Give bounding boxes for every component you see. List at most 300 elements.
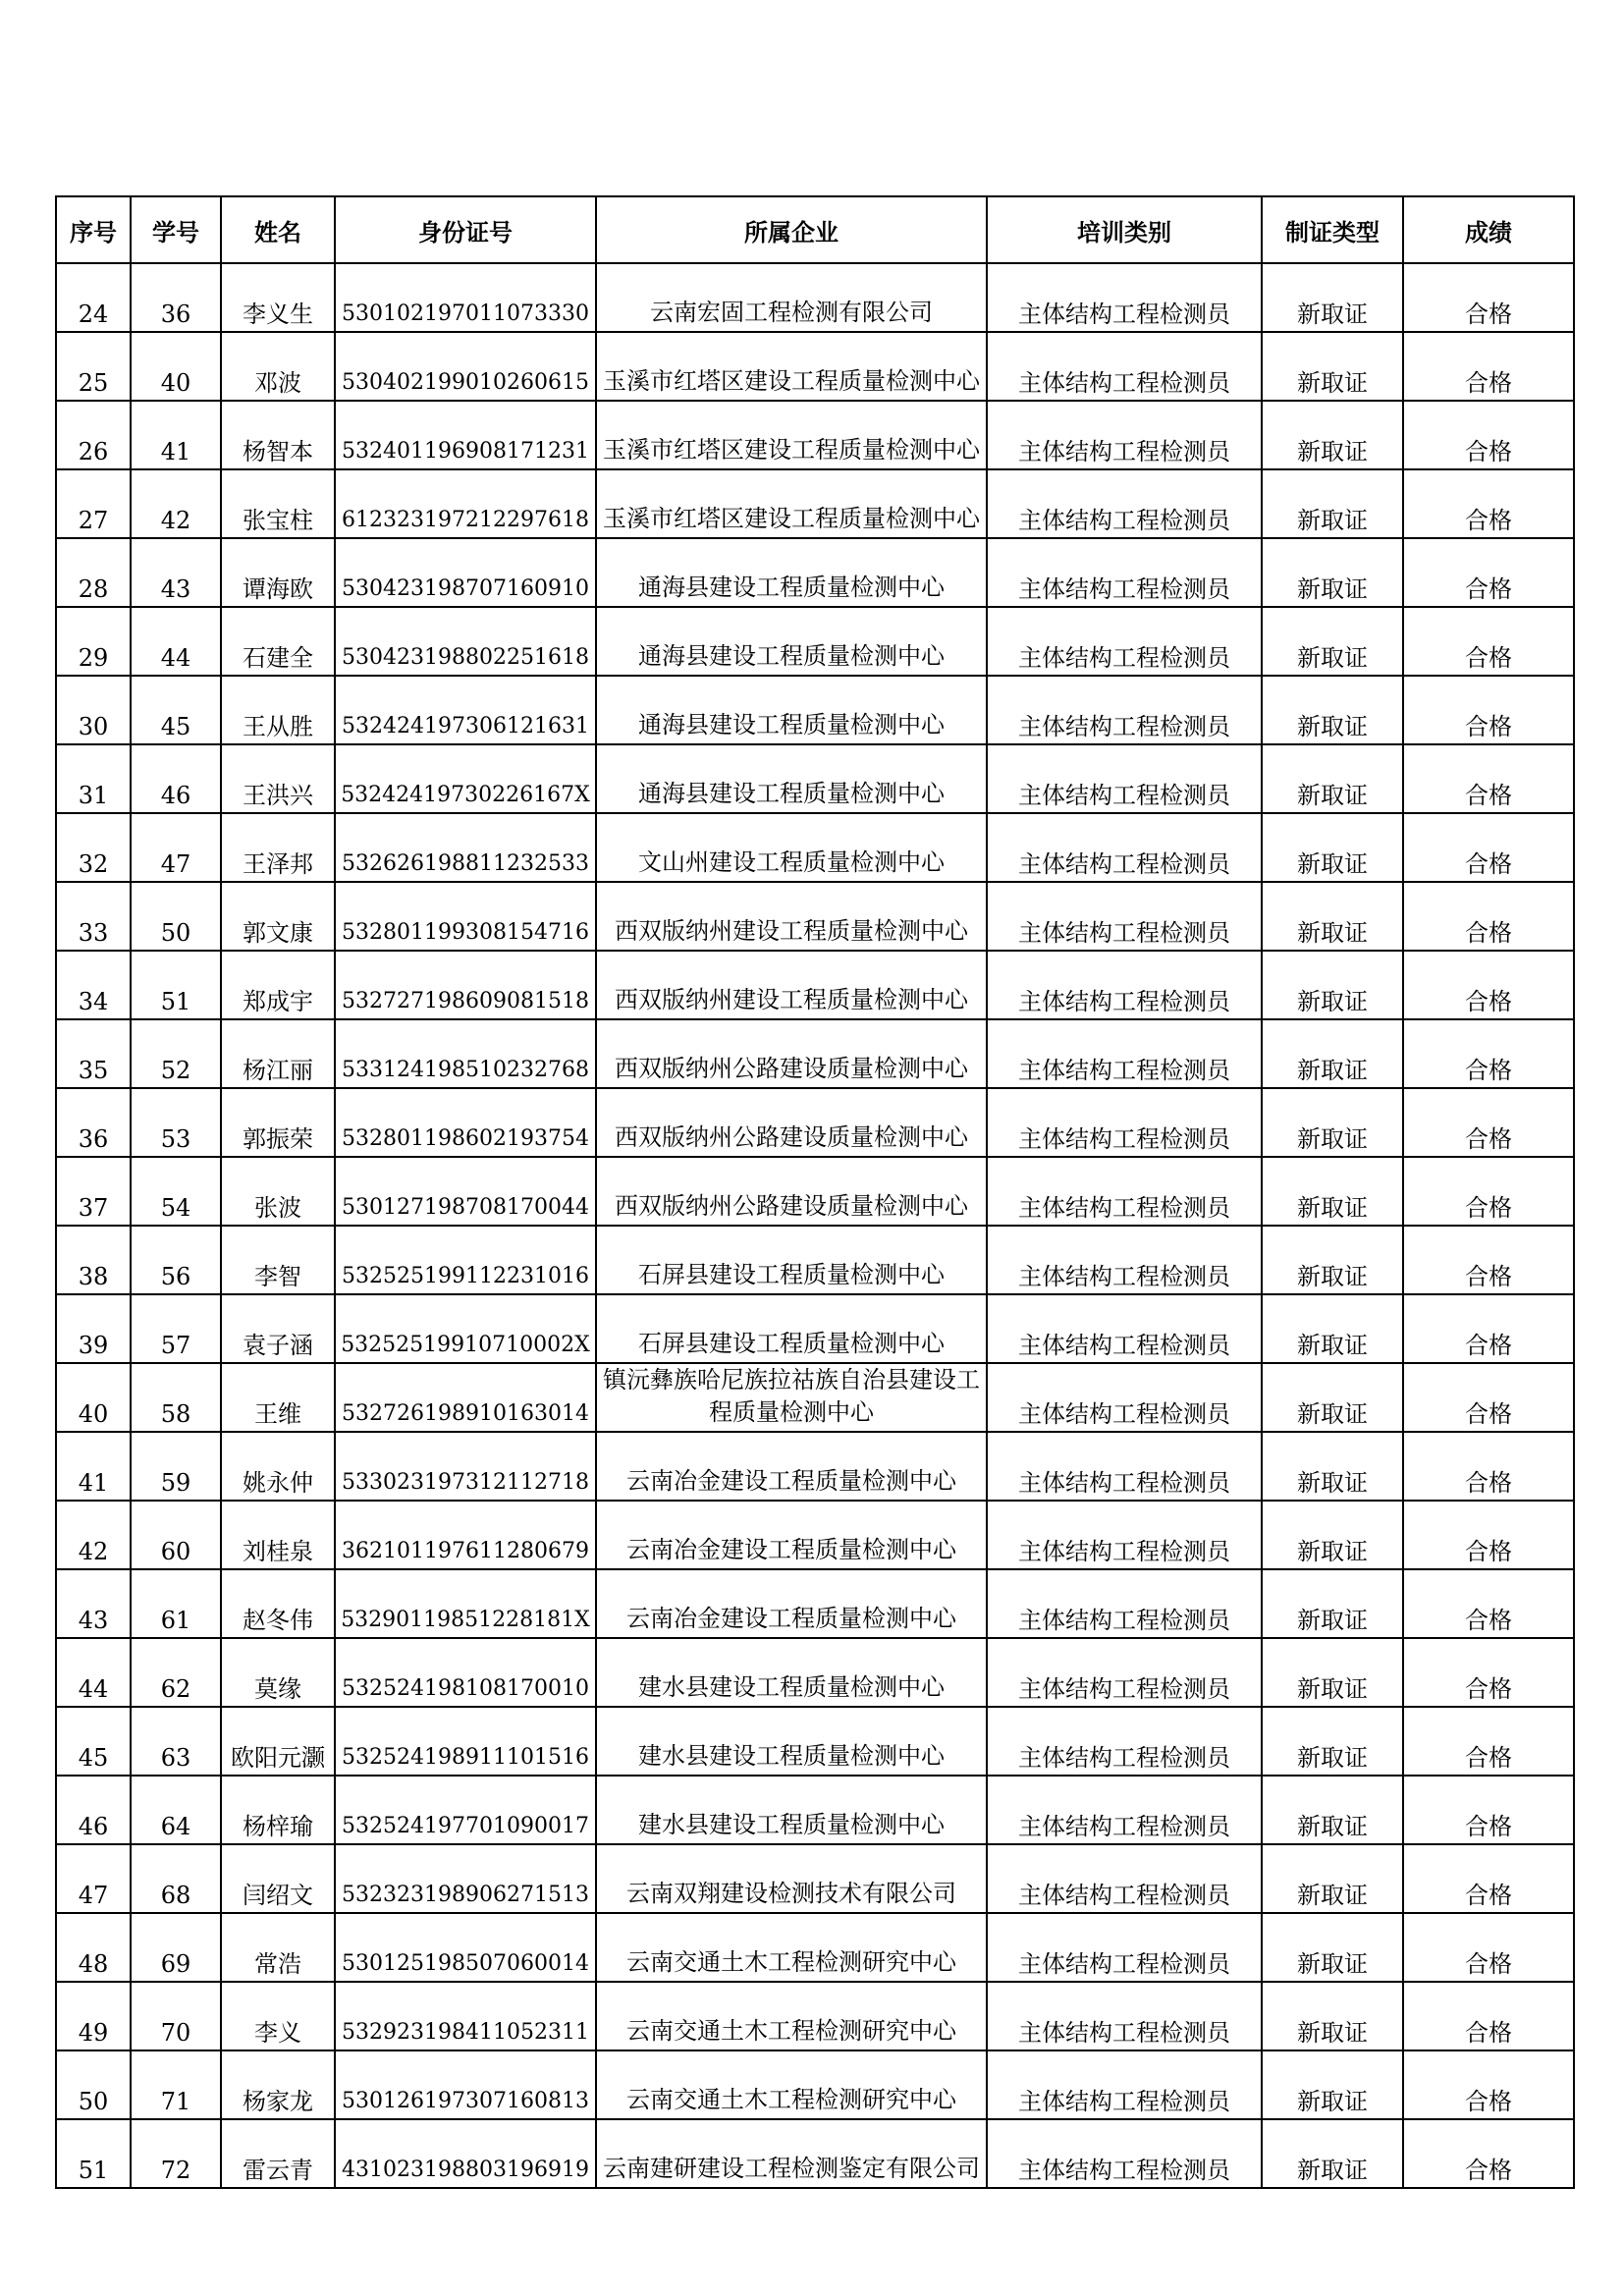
cell-student-no: 52 [131,1019,221,1088]
cell-company [596,1913,987,1982]
cell-company [596,1432,987,1501]
cell-id-number [335,538,596,607]
cell-company [596,1569,987,1638]
header-training-category: 培训类别 [987,196,1262,263]
company-text: 石屏县建设工程质量检测中心 [638,1330,945,1357]
company-text: 云南宏固工程检测有限公司 [650,299,933,326]
table-row [56,263,1574,332]
cell-company [596,1638,987,1707]
cell-name: 杨梓瑜 [221,1776,335,1844]
cell-result: 合格 [1403,1019,1574,1088]
cell-company [596,332,987,401]
cell-company [596,882,987,951]
cell-result: 合格 [1403,1157,1574,1226]
cell-result: 合格 [1403,676,1574,744]
cell-cert-type: 新取证 [1262,607,1403,676]
company-text: 云南双翔建设检测技术有限公司 [626,1880,956,1907]
cell-seq: 44 [56,1638,131,1707]
company-text: 云南冶金建设工程质量检测中心 [626,1536,956,1563]
cell-training-category: 主体结构工程检测员 [987,607,1262,676]
cell-name: 郭振荣 [221,1088,335,1157]
cell-training-category: 主体结构工程检测员 [987,1363,1262,1432]
cell-student-no: 56 [131,1226,221,1294]
cell-result: 合格 [1403,1501,1574,1569]
cell-company [596,1844,987,1913]
cell-name: 欧阳元灏 [221,1707,335,1776]
table-row [56,1707,1574,1776]
cell-id-number [335,1157,596,1226]
cell-student-no: 42 [131,469,221,538]
table-row [56,1019,1574,1088]
cell-company [596,1088,987,1157]
company-text: 云南建研建设工程检测鉴定有限公司 [603,2155,980,2182]
table-row [56,1776,1574,1844]
cell-name: 郑成宇 [221,951,335,1019]
table-row [56,401,1574,469]
table-row [56,813,1574,882]
company-text: 云南交通土木工程检测研究中心 [626,1948,956,1976]
cell-seq: 38 [56,1226,131,1294]
cell-training-category: 主体结构工程检测员 [987,1913,1262,1982]
id-number-text: 53242419730226167X [341,783,590,807]
cell-training-category: 主体结构工程检测员 [987,1501,1262,1569]
cell-seq: 46 [56,1776,131,1844]
cell-result: 合格 [1403,538,1574,607]
cell-student-no: 70 [131,1982,221,2050]
cell-id-number [335,1776,596,1844]
cell-seq: 50 [56,2050,131,2119]
cell-training-category: 主体结构工程检测员 [987,744,1262,813]
header-seq: 序号 [56,196,131,263]
cell-seq: 36 [56,1088,131,1157]
cell-id-number [335,1707,596,1776]
cell-training-category: 主体结构工程检测员 [987,1226,1262,1294]
company-text: 通海县建设工程质量检测中心 [638,780,945,807]
cell-student-no: 54 [131,1157,221,1226]
table-row [56,676,1574,744]
cell-student-no: 45 [131,676,221,744]
cell-student-no: 64 [131,1776,221,1844]
header-company: 所属企业 [596,196,987,263]
cell-name: 李智 [221,1226,335,1294]
company-text: 建水县建设工程质量检测中心 [638,1811,945,1838]
cell-name: 杨家龙 [221,2050,335,2119]
cell-result: 合格 [1403,332,1574,401]
id-number-text: 612323197212297618 [342,508,589,532]
cell-result: 合格 [1403,951,1574,1019]
cell-company [596,676,987,744]
cell-company [596,2050,987,2119]
trainee-results-table-container [55,195,1573,2189]
cell-cert-type: 新取证 [1262,1707,1403,1776]
cell-name: 李义生 [221,263,335,332]
id-number-text: 533023197312112718 [342,1470,589,1495]
cell-seq: 40 [56,1363,131,1432]
cell-result: 合格 [1403,1707,1574,1776]
table-row [56,1432,1574,1501]
id-number-text: 532726198910163014 [342,1401,589,1426]
cell-result: 合格 [1403,1088,1574,1157]
company-text: 玉溪市红塔区建设工程质量检测中心 [603,367,980,395]
cell-seq: 28 [56,538,131,607]
header-row [56,196,1574,263]
cell-company [596,607,987,676]
cell-result: 合格 [1403,882,1574,951]
cell-result: 合格 [1403,813,1574,882]
company-text: 镇沅彝族哈尼族拉祜族自治县建设工程质量检测中心 [603,1366,980,1426]
table-row [56,332,1574,401]
cell-company [596,1501,987,1569]
cell-seq: 49 [56,1982,131,2050]
cell-name: 张波 [221,1157,335,1226]
cell-training-category: 主体结构工程检测员 [987,1432,1262,1501]
cell-name: 邓波 [221,332,335,401]
cell-result: 合格 [1403,1226,1574,1294]
cell-cert-type: 新取证 [1262,1432,1403,1501]
cell-seq: 35 [56,1019,131,1088]
cell-student-no: 41 [131,401,221,469]
id-number-text: 532801199308154716 [342,920,589,945]
cell-company [596,1019,987,1088]
company-text: 建水县建设工程质量检测中心 [638,1673,945,1701]
cell-name: 刘桂泉 [221,1501,335,1569]
cell-name: 姚永仲 [221,1432,335,1501]
cell-cert-type: 新取证 [1262,2050,1403,2119]
cell-company [596,469,987,538]
cell-seq: 42 [56,1501,131,1569]
cell-cert-type: 新取证 [1262,1019,1403,1088]
table-row [56,1913,1574,1982]
cell-id-number [335,1982,596,2050]
cell-seq: 31 [56,744,131,813]
cell-result: 合格 [1403,1776,1574,1844]
id-number-text: 530423198707160910 [342,576,589,601]
table-row [56,1569,1574,1638]
cell-cert-type: 新取证 [1262,951,1403,1019]
cell-student-no: 58 [131,1363,221,1432]
cell-training-category: 主体结构工程检测员 [987,2119,1262,2188]
cell-name: 王泽邦 [221,813,335,882]
cell-student-no: 71 [131,2050,221,2119]
id-number-text: 53290119851228181X [341,1608,590,1632]
cell-id-number [335,1019,596,1088]
cell-cert-type: 新取证 [1262,469,1403,538]
cell-id-number [335,2050,596,2119]
cell-student-no: 72 [131,2119,221,2188]
table-row [56,1982,1574,2050]
cell-company [596,1707,987,1776]
cell-student-no: 51 [131,951,221,1019]
trainee-results-table [55,195,1575,2189]
cell-id-number [335,332,596,401]
cell-id-number [335,1913,596,1982]
cell-student-no: 43 [131,538,221,607]
company-text: 云南冶金建设工程质量检测中心 [626,1605,956,1632]
cell-name: 王从胜 [221,676,335,744]
cell-result: 合格 [1403,469,1574,538]
id-number-text: 532524197701090017 [342,1814,589,1838]
cell-training-category: 主体结构工程检测员 [987,401,1262,469]
table-header [56,196,1574,263]
cell-cert-type: 新取证 [1262,1638,1403,1707]
cell-cert-type: 新取证 [1262,1913,1403,1982]
cell-cert-type: 新取证 [1262,1501,1403,1569]
cell-result: 合格 [1403,2119,1574,2188]
id-number-text: 362101197611280679 [342,1539,589,1563]
company-text: 西双版纳州公路建设质量检测中心 [615,1192,968,1220]
cell-cert-type: 新取证 [1262,1844,1403,1913]
company-text: 通海县建设工程质量检测中心 [638,711,945,738]
cell-training-category: 主体结构工程检测员 [987,813,1262,882]
cell-cert-type: 新取证 [1262,332,1403,401]
company-text: 西双版纳州公路建设质量检测中心 [615,1055,968,1082]
cell-id-number [335,813,596,882]
cell-company [596,263,987,332]
cell-company [596,813,987,882]
cell-name: 常浩 [221,1913,335,1982]
company-text: 建水县建设工程质量检测中心 [638,1742,945,1770]
cell-name: 李义 [221,1982,335,2050]
table-row [56,2050,1574,2119]
cell-training-category: 主体结构工程检测员 [987,1088,1262,1157]
cell-id-number [335,1363,596,1432]
cell-seq: 30 [56,676,131,744]
cell-cert-type: 新取证 [1262,1157,1403,1226]
cell-training-category: 主体结构工程检测员 [987,1294,1262,1363]
table-row [56,1638,1574,1707]
cell-company [596,2119,987,2188]
cell-student-no: 63 [131,1707,221,1776]
cell-result: 合格 [1403,1913,1574,1982]
company-text: 云南冶金建设工程质量检测中心 [626,1467,956,1495]
cell-seq: 25 [56,332,131,401]
cell-company [596,744,987,813]
cell-seq: 24 [56,263,131,332]
company-text: 通海县建设工程质量检测中心 [638,642,945,670]
cell-training-category: 主体结构工程检测员 [987,1776,1262,1844]
cell-name: 赵冬伟 [221,1569,335,1638]
cell-training-category: 主体结构工程检测员 [987,469,1262,538]
cell-student-no: 46 [131,744,221,813]
id-number-text: 533124198510232768 [342,1058,589,1082]
cell-student-no: 62 [131,1638,221,1707]
cell-seq: 47 [56,1844,131,1913]
company-text: 西双版纳州建设工程质量检测中心 [615,917,968,945]
cell-name: 张宝柱 [221,469,335,538]
cell-company [596,538,987,607]
cell-student-no: 47 [131,813,221,882]
cell-training-category: 主体结构工程检测员 [987,263,1262,332]
cell-seq: 48 [56,1913,131,1982]
cell-id-number [335,1088,596,1157]
cell-cert-type: 新取证 [1262,1776,1403,1844]
table-row [56,1844,1574,1913]
cell-company [596,1294,987,1363]
cell-name: 莫缘 [221,1638,335,1707]
cell-company [596,1363,987,1432]
id-number-text: 532401196908171231 [342,439,589,464]
id-number-text: 532524198911101516 [342,1745,589,1770]
header-cert-type: 制证类型 [1262,196,1403,263]
cell-training-category: 主体结构工程检测员 [987,1019,1262,1088]
cell-id-number [335,1294,596,1363]
company-text: 文山州建设工程质量检测中心 [638,848,945,876]
cell-training-category: 主体结构工程检测员 [987,1569,1262,1638]
id-number-text: 530125198507060014 [342,1951,589,1976]
cell-id-number [335,882,596,951]
cell-result: 合格 [1403,1982,1574,2050]
cell-name: 王维 [221,1363,335,1432]
id-number-text: 532923198411052311 [342,2020,589,2045]
cell-seq: 34 [56,951,131,1019]
cell-name: 郭文康 [221,882,335,951]
cell-cert-type: 新取证 [1262,813,1403,882]
cell-id-number [335,1226,596,1294]
cell-seq: 43 [56,1569,131,1638]
id-number-text: 431023198803196919 [342,2158,589,2182]
cell-seq: 51 [56,2119,131,2188]
cell-cert-type: 新取证 [1262,1088,1403,1157]
table-row [56,1157,1574,1226]
cell-id-number [335,1501,596,1569]
cell-result: 合格 [1403,1638,1574,1707]
cell-cert-type: 新取证 [1262,263,1403,332]
cell-company [596,1982,987,2050]
cell-id-number [335,1569,596,1638]
cell-training-category: 主体结构工程检测员 [987,538,1262,607]
company-text: 石屏县建设工程质量检测中心 [638,1261,945,1288]
cell-seq: 32 [56,813,131,882]
header-result: 成绩 [1403,196,1574,263]
cell-seq: 27 [56,469,131,538]
cell-training-category: 主体结构工程检测员 [987,676,1262,744]
cell-training-category: 主体结构工程检测员 [987,1157,1262,1226]
cell-id-number [335,401,596,469]
cell-id-number [335,2119,596,2188]
cell-student-no: 61 [131,1569,221,1638]
cell-student-no: 57 [131,1294,221,1363]
id-number-text: 532524198108170010 [342,1676,589,1701]
id-number-text: 532525199112231016 [342,1264,589,1288]
company-text: 云南交通土木工程检测研究中心 [626,2017,956,2045]
cell-result: 合格 [1403,2050,1574,2119]
cell-student-no: 60 [131,1501,221,1569]
cell-student-no: 36 [131,263,221,332]
cell-training-category: 主体结构工程检测员 [987,1707,1262,1776]
cell-cert-type: 新取证 [1262,538,1403,607]
cell-company [596,1776,987,1844]
cell-name: 王洪兴 [221,744,335,813]
id-number-text: 530423198802251618 [342,645,589,670]
cell-cert-type: 新取证 [1262,1294,1403,1363]
cell-cert-type: 新取证 [1262,882,1403,951]
company-text: 玉溪市红塔区建设工程质量检测中心 [603,436,980,464]
cell-training-category: 主体结构工程检测员 [987,1982,1262,2050]
cell-training-category: 主体结构工程检测员 [987,332,1262,401]
cell-training-category: 主体结构工程检测员 [987,1638,1262,1707]
cell-company [596,1226,987,1294]
cell-cert-type: 新取证 [1262,676,1403,744]
cell-name: 雷云青 [221,2119,335,2188]
table-row [56,1226,1574,1294]
cell-name: 石建全 [221,607,335,676]
cell-result: 合格 [1403,1294,1574,1363]
id-number-text: 532424197306121631 [342,714,589,738]
id-number-text: 53252519910710002X [341,1333,590,1357]
cell-name: 杨江丽 [221,1019,335,1088]
cell-student-no: 69 [131,1913,221,1982]
cell-training-category: 主体结构工程检测员 [987,1844,1262,1913]
cell-seq: 37 [56,1157,131,1226]
cell-cert-type: 新取证 [1262,1982,1403,2050]
cell-result: 合格 [1403,263,1574,332]
id-number-text: 532727198609081518 [342,989,589,1013]
table-row [56,951,1574,1019]
header-name: 姓名 [221,196,335,263]
cell-company [596,401,987,469]
cell-training-category: 主体结构工程检测员 [987,882,1262,951]
cell-seq: 26 [56,401,131,469]
cell-student-no: 44 [131,607,221,676]
table-row [56,1088,1574,1157]
cell-id-number [335,951,596,1019]
cell-training-category: 主体结构工程检测员 [987,2050,1262,2119]
table-row [56,744,1574,813]
cell-cert-type: 新取证 [1262,1226,1403,1294]
cell-student-no: 40 [131,332,221,401]
cell-company [596,1157,987,1226]
cell-seq: 33 [56,882,131,951]
cell-id-number [335,1432,596,1501]
company-text: 通海县建设工程质量检测中心 [638,574,945,601]
id-number-text: 532323198906271513 [342,1883,589,1907]
id-number-text: 532801198602193754 [342,1126,589,1151]
header-student-no: 学号 [131,196,221,263]
table-row [56,1294,1574,1363]
table-row [56,882,1574,951]
company-text: 西双版纳州建设工程质量检测中心 [615,986,968,1013]
table-row [56,469,1574,538]
table-row [56,538,1574,607]
company-text: 西双版纳州公路建设质量检测中心 [615,1123,968,1151]
cell-id-number [335,676,596,744]
table-row [56,2119,1574,2188]
cell-cert-type: 新取证 [1262,1569,1403,1638]
table-row [56,607,1574,676]
table-body [56,263,1574,2188]
cell-id-number [335,744,596,813]
cell-result: 合格 [1403,1363,1574,1432]
cell-student-no: 59 [131,1432,221,1501]
cell-result: 合格 [1403,1432,1574,1501]
cell-id-number [335,263,596,332]
cell-result: 合格 [1403,607,1574,676]
cell-student-no: 50 [131,882,221,951]
cell-seq: 41 [56,1432,131,1501]
table-row [56,1501,1574,1569]
cell-name: 袁子涵 [221,1294,335,1363]
cell-training-category: 主体结构工程检测员 [987,951,1262,1019]
header-id-number: 身份证号 [335,196,596,263]
cell-id-number [335,607,596,676]
id-number-text: 530402199010260615 [342,370,589,395]
cell-id-number [335,469,596,538]
cell-cert-type: 新取证 [1262,744,1403,813]
cell-student-no: 68 [131,1844,221,1913]
cell-student-no: 53 [131,1088,221,1157]
id-number-text: 530102197011073330 [342,301,589,326]
cell-company [596,951,987,1019]
